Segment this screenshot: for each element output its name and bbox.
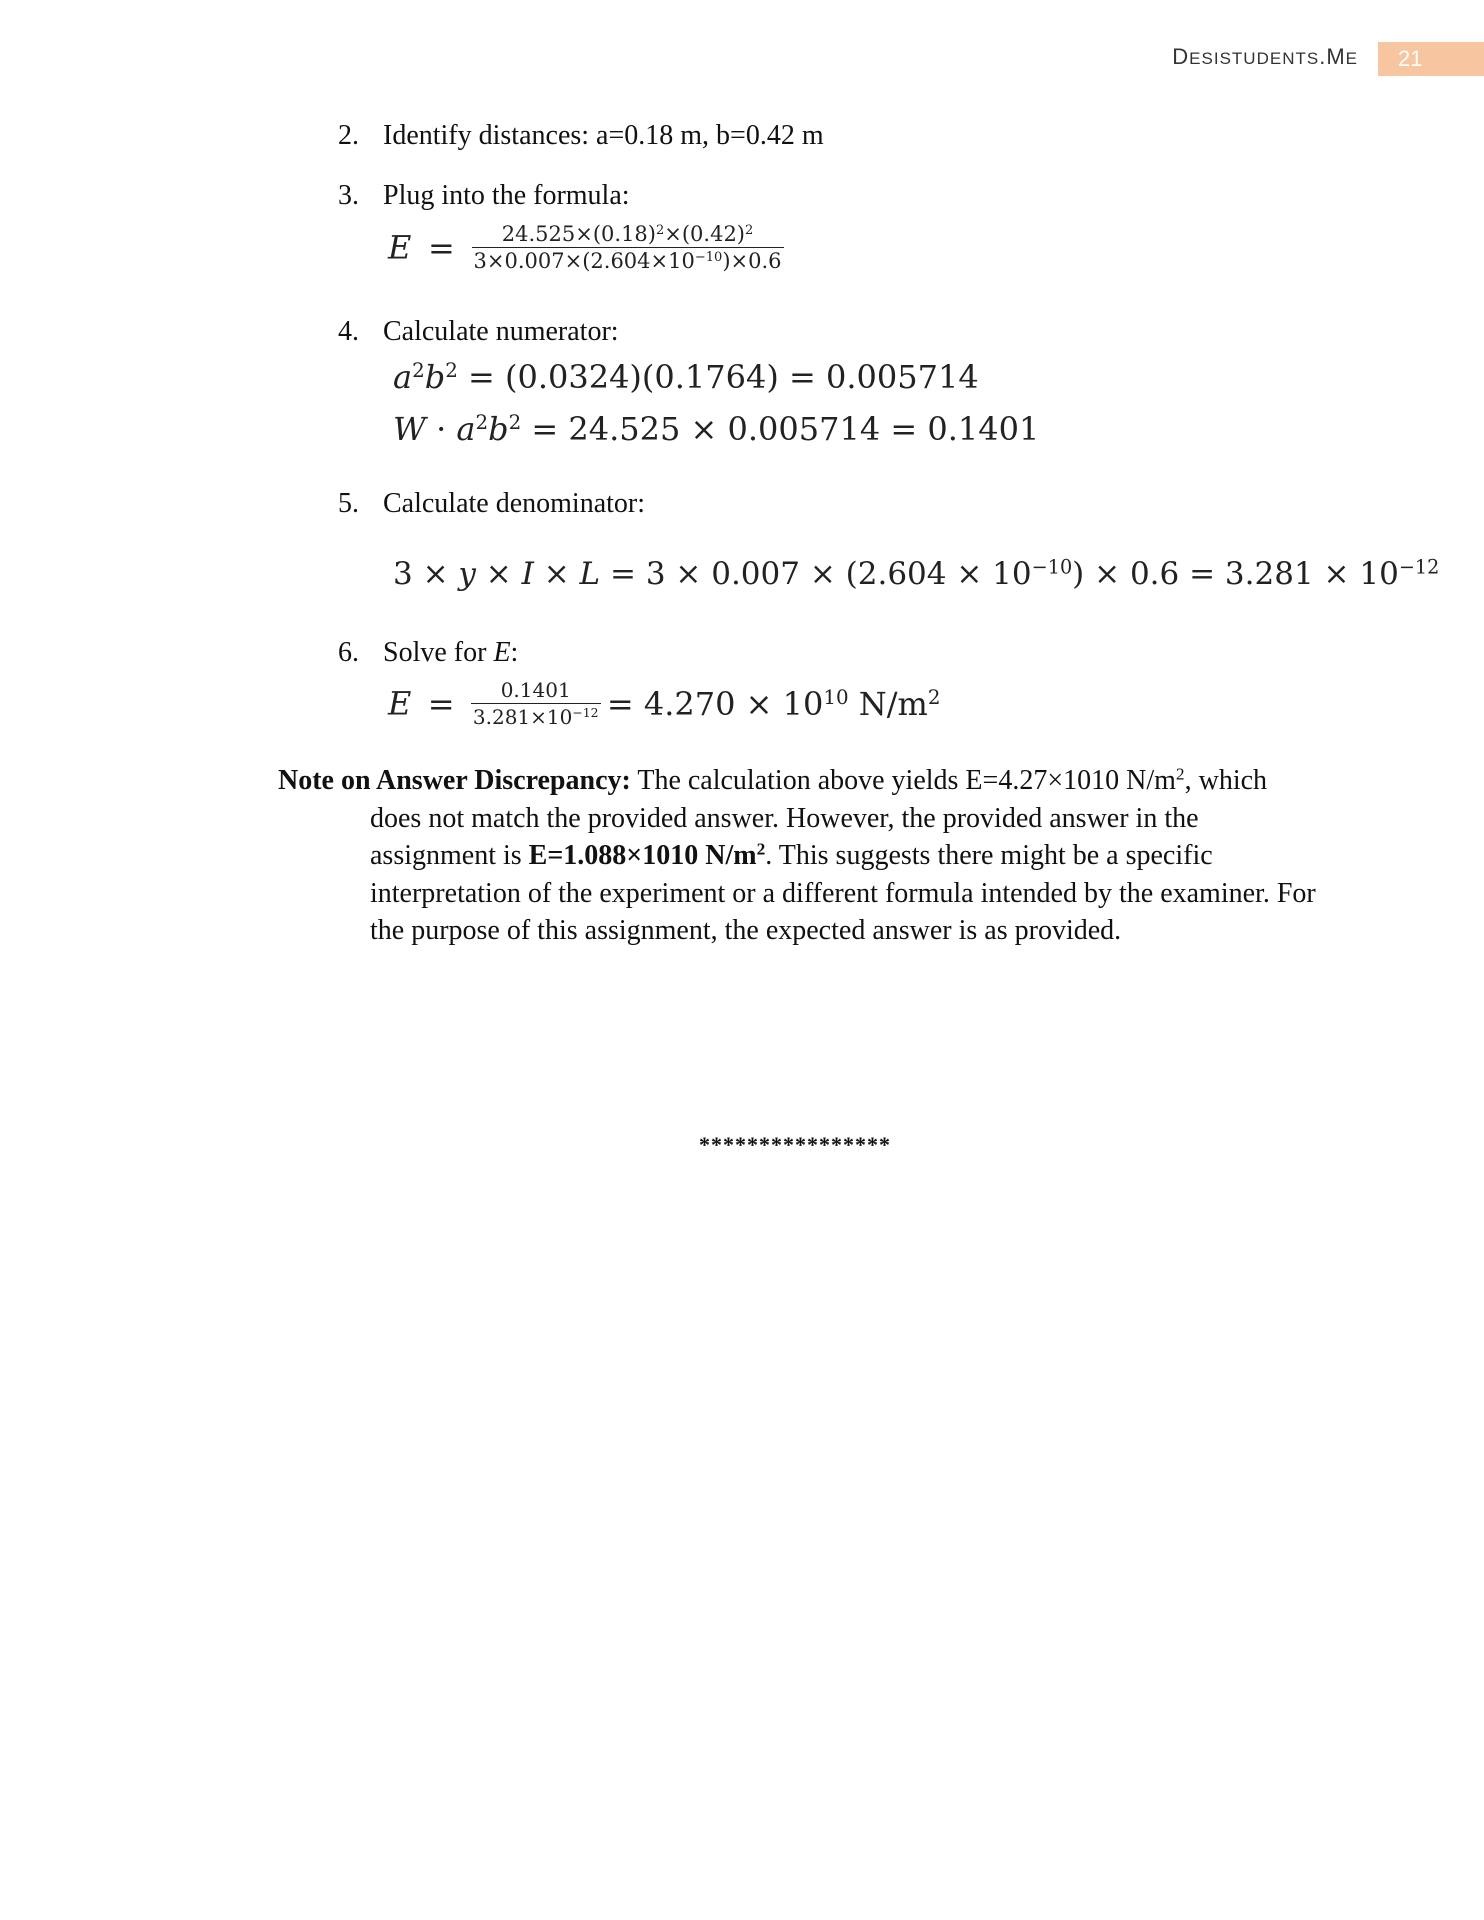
section-separator: **************** xyxy=(699,1132,891,1157)
step-number: 6. xyxy=(338,637,359,668)
step-number: 2. xyxy=(338,120,359,151)
answer-discrepancy-note: Note on Answer Discrepancy: The calculation above yields E=4.27×1010 $N/m^2$, which does not match the provided answer. However, the provided answer in the assignment is E=1.088×1010 $N/m^2$. This suggests there might be a specific interpretation of the experiment or a different formula intended by the examiner. For the purpose of this assignment, the expected answer is as provided. xyxy=(278,764,1316,946)
header-site-name: DESISTUDENTS.ME xyxy=(1172,44,1358,69)
note-label: Note on Answer Discrepancy: xyxy=(278,765,631,796)
expected-answer: E=1.088×1010 $N/m^2$ xyxy=(528,839,766,871)
step-number: 3. xyxy=(338,180,359,211)
numerator-line-1: $a^2b^2 = (0.0324)(0.1764) = 0.005714$ xyxy=(393,358,979,396)
step-number: 4. xyxy=(338,316,359,347)
formula-plug-in: E = $\frac{24.525\times(0.18)^2\times(0.42)^2}{3\times 0.007\times(2.604\times 10^{-10})\times 0.6}$ xyxy=(388,222,782,273)
step-text: Identify distances: a=0.18 m, b=0.42 m xyxy=(383,120,824,151)
denominator-line: $3 \times y \times I \times L = 3 \times 0.007 \times (2.604 \times 10^{-10}) \times 0.6 = 3.281 \times 10^{-12}$ xyxy=(393,555,1440,592)
step-text: Calculate numerator: xyxy=(383,316,619,347)
step-text: Calculate denominator: xyxy=(383,488,646,519)
formula-fraction: $\frac{24.525\times(0.18)^2\times(0.42)^2}{3\times 0.007\times(2.604\times 10^{-10})\times 0.6}$ xyxy=(473,222,782,273)
step-text: Plug into the formula: xyxy=(383,180,630,211)
formula-fraction: $\frac{0.1401}{3.281\times 10^{-12}}$ xyxy=(472,678,599,729)
formula-solve-e: E = $\frac{0.1401}{3.281\times 10^{-12}}$ = $4.270 \times 10^{10}$ $N/m^2$ xyxy=(388,678,941,729)
page-number-badge: 21 xyxy=(1378,42,1484,76)
step-number: 5. xyxy=(338,488,359,519)
numerator-line-2: $W \cdot a^2b^2 = 24.525 \times 0.005714 = 0.1401$ xyxy=(393,410,1040,448)
step-text: Solve for E: xyxy=(383,637,519,668)
